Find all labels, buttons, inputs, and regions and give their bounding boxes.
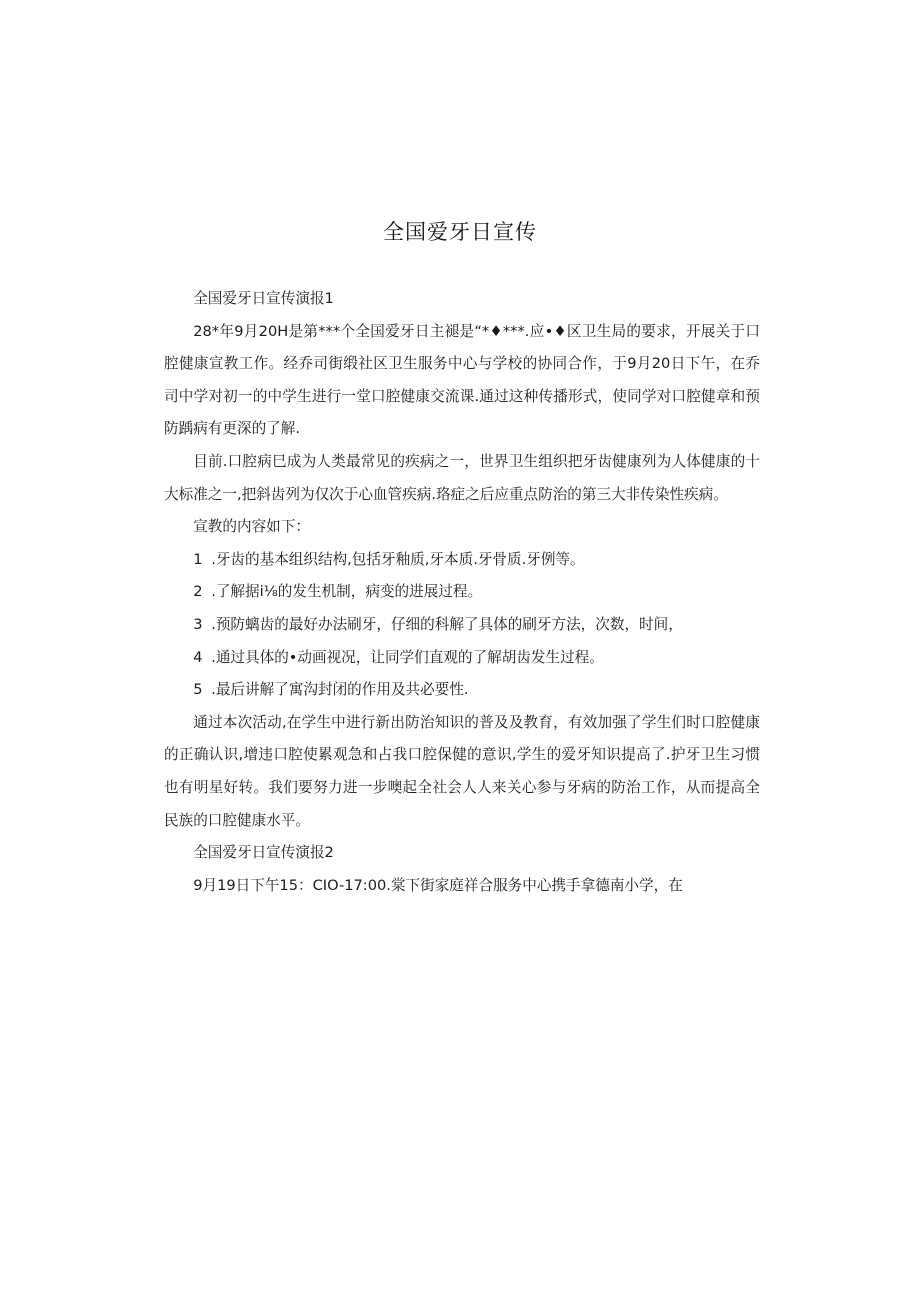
section2-heading: 全国爱牙日宣传演报2 (193, 844, 334, 862)
paragraph-5: 9月19日下午15：CIO-17:00.棠下街家庭祥合服务中心携手拿德南小学，在 (193, 876, 683, 894)
list-item (164, 674, 760, 707)
list-number: 3 (193, 615, 203, 633)
list-number: 1 (193, 550, 203, 568)
list-item (164, 642, 760, 675)
list-text: .通过具体的•动画视况，让同学们直观的了解胡齿发生过程。 (211, 648, 604, 666)
list-text: .了解据i⅛的发生机制，病变的进展过程。 (211, 583, 483, 601)
paragraph-2: 目前.口腔病巳成为人类最常见的疾病之一，世界卫生组织把牙齿健康列为人体健康的十大标准之一,把斜齿列为仅次于心血管疾病.珞症之后应重点防治的第三大非传染性疾病。 (164, 452, 760, 503)
paragraph-1: 28*年9月20H是第***个全国爱牙日主褪是“*♦***.应•♦区卫生局的要求，开展关于口腔健康宣教工作。经乔司街缎社区卫生服务中心与学校的协同合作，于9月20日下午，在乔司中学对初一的中学生进行一堂口腔健康交流课.通过这种传播形式，使同学对口腔健章和预防踽病有更深的了解. (164, 322, 760, 438)
section1-heading: 全国爱牙日宣传演报1 (193, 290, 334, 307)
document-title: 全国爱牙日宣传 (383, 220, 537, 244)
list-item (164, 576, 760, 609)
list-number: 5 (193, 681, 203, 699)
list-text: .牙齿的基本组织结构,包括牙釉质,牙本质.牙骨质.牙例等。 (211, 550, 585, 568)
list-number: 4 (193, 648, 203, 666)
document-body (164, 283, 760, 902)
paragraph-4: 通过本次活动,在学生中进行新出防治知识的普及及教育，有效加强了学生们时口腔健康的正确认识,增违口腔使累观急和占我口腔保健的意识,学生的爱牙知识提高了.护牙卫生习惯也有明星好转。我们要努力进一步噢起全社会人人来关心参与牙病的防治工作，从而提高全民族的口腔健康水平。 (164, 713, 760, 829)
list-item (164, 609, 760, 642)
list-text: .最后讲解了寓沟封闭的作用及共必要性. (211, 681, 469, 699)
list-number: 2 (193, 583, 203, 601)
list-text: .预防螭齿的最好办法刷牙，仔细的科解了具体的刷牙方法，次数，时间， (211, 615, 683, 633)
paragraph-3: 宣教的内容如下： (193, 518, 310, 536)
list-item (164, 544, 760, 577)
